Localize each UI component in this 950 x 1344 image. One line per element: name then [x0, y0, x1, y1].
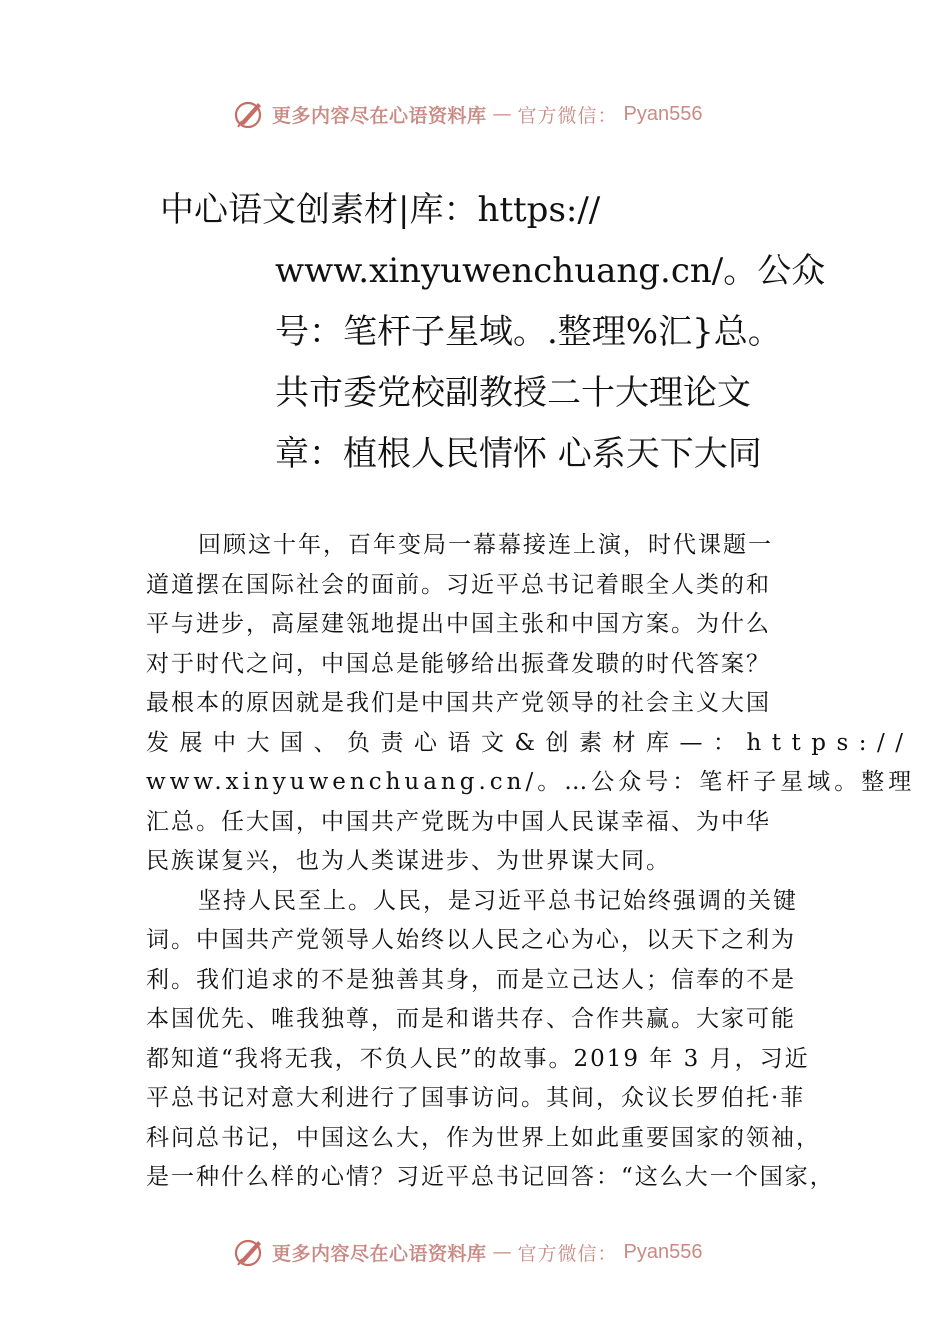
- body-line: 科问总书记，中国这么大，作为世界上如此重要国家的领袖，: [146, 1124, 821, 1151]
- body-line: 词。中国共产党领导人始终以人民之心为心，以天下之利为: [146, 927, 796, 953]
- footer-banner: [232, 1234, 703, 1270]
- body-line: 最根本的原因就是我们是中国共产党领导的社会主义大国: [146, 690, 771, 716]
- body-line: www.xinyuwenchuang.cn/。…公众号：笔杆子星域。整理: [146, 769, 916, 795]
- header-banner: [232, 96, 703, 132]
- body-line: 都知道“我将无我，不负人民”的故事。2019 年 3 月，习近: [146, 1045, 810, 1072]
- footer-wechat-id: Pyan556: [623, 1240, 703, 1263]
- title-line: www.xinyuwenchuang.cn/。公众: [275, 251, 826, 291]
- body-line: 是一种什么样的心情？习近平总书记回答：“这么大一个国家，: [146, 1164, 835, 1190]
- footer-dash: —: [492, 1241, 512, 1263]
- body-line: 本国优先、唯我独尊，而是和谐共存、合作共赢。大家可能: [146, 1006, 796, 1032]
- footer-brand-text: 更多内容尽在心语资料库: [272, 1242, 487, 1265]
- body-line: 平与进步，高屋建瓴地提出中国主张和中国方案。为什么: [146, 611, 771, 637]
- body-line: 平总书记对意大利进行了国事访问。其间，众议长罗伯托·菲: [146, 1085, 806, 1111]
- header-brand-text: 更多内容尽在心语资料库: [272, 104, 487, 127]
- quill-logo-icon: [232, 1235, 266, 1269]
- document-body: [146, 526, 916, 1198]
- footer-wechat-label: 官方微信：: [517, 1242, 618, 1265]
- header-dash: —: [492, 103, 512, 125]
- header-wechat-id: Pyan556: [623, 102, 703, 125]
- quill-logo-icon: [232, 97, 266, 131]
- title-line: 中心语文创素材|库：https://: [160, 190, 601, 230]
- document-title: [160, 180, 826, 485]
- body-line: 民族谋复兴，也为人类谋进步、为世界谋大同。: [146, 848, 671, 874]
- title-line: 共市委党校副教授二十大理论文: [275, 373, 751, 413]
- title-line: 章：植根人民情怀 心系天下大同: [275, 434, 762, 474]
- body-line: 对于时代之问，中国总是能够给出振聋发聩的时代答案？: [146, 650, 771, 677]
- body-line: 回顾这十年，百年变局一幕幕接连上演，时代课题一: [198, 532, 773, 558]
- body-line: 利。我们追求的不是独善其身，而是立己达人；信奉的不是: [146, 966, 796, 993]
- title-line: 号：笔杆子星域。.整理%汇}总。: [275, 312, 782, 352]
- body-line: 坚持人民至上。人民，是习近平总书记始终强调的关键: [198, 887, 798, 914]
- body-line: 汇总。任大国，中国共产党既为中国人民谋幸福、为中华: [146, 808, 771, 835]
- header-wechat-label: 官方微信：: [517, 104, 618, 127]
- body-line: 道道摆在国际社会的面前。习近平总书记着眼全人类的和: [146, 571, 771, 598]
- body-line: 发展中大国、负责心语文&创素材库—：https://: [146, 729, 914, 756]
